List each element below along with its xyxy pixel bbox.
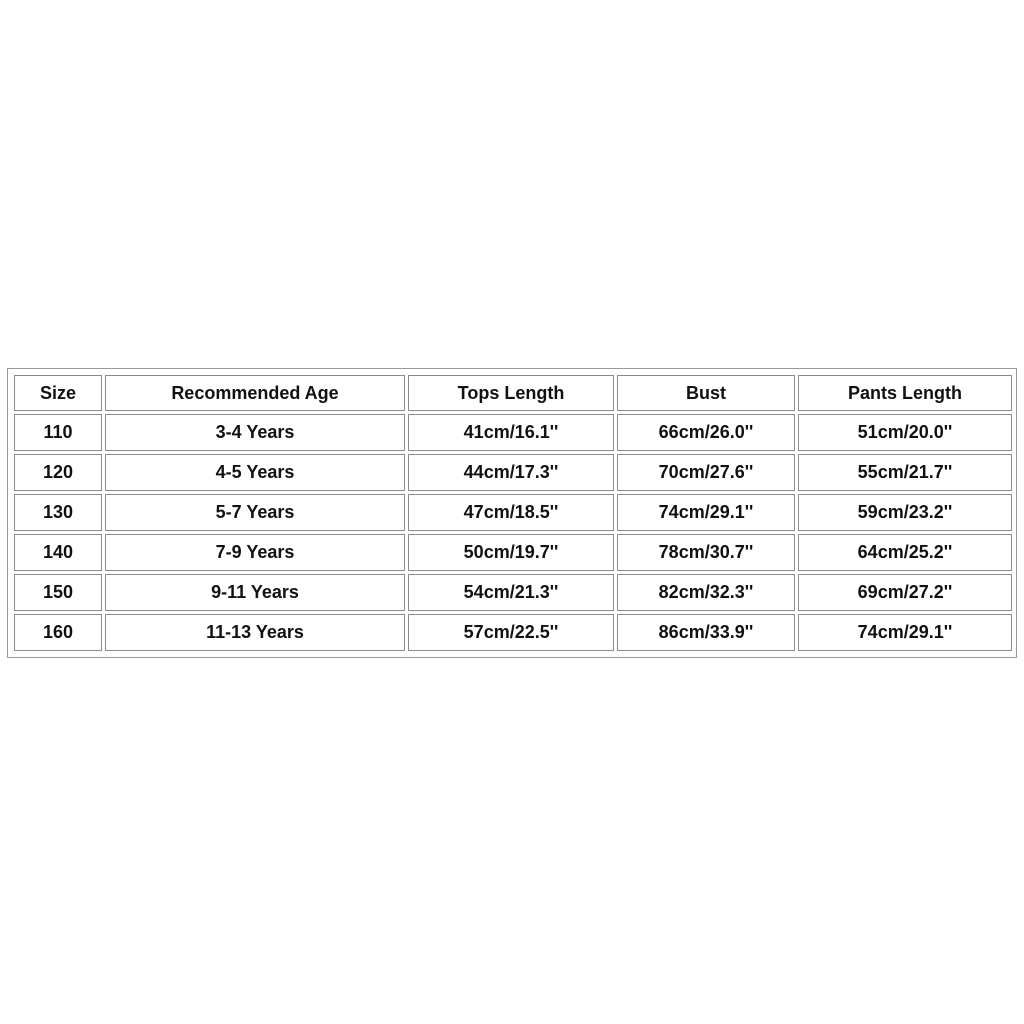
header-size: Size — [14, 375, 102, 411]
table-row — [14, 534, 1012, 571]
cell-bust: 66cm/26.0'' — [617, 414, 795, 451]
cell-bust: 82cm/32.3'' — [617, 574, 795, 611]
cell-pants-length: 64cm/25.2'' — [798, 534, 1012, 571]
cell-pants-length: 69cm/27.2'' — [798, 574, 1012, 611]
cell-size: 130 — [14, 494, 102, 531]
cell-tops-length: 57cm/22.5'' — [408, 614, 614, 651]
header-bust: Bust — [617, 375, 795, 411]
cell-recommended-age: 3-4 Years — [105, 414, 405, 451]
cell-size: 150 — [14, 574, 102, 611]
cell-bust: 70cm/27.6'' — [617, 454, 795, 491]
table-row — [14, 494, 1012, 531]
cell-tops-length: 54cm/21.3'' — [408, 574, 614, 611]
cell-pants-length: 74cm/29.1'' — [798, 614, 1012, 651]
cell-size: 120 — [14, 454, 102, 491]
cell-tops-length: 47cm/18.5'' — [408, 494, 614, 531]
table-row — [14, 454, 1012, 491]
cell-pants-length: 55cm/21.7'' — [798, 454, 1012, 491]
header-pants-length: Pants Length — [798, 375, 1012, 411]
table-row — [14, 614, 1012, 651]
cell-pants-length: 51cm/20.0'' — [798, 414, 1012, 451]
header-tops-length: Tops Length — [408, 375, 614, 411]
cell-recommended-age: 7-9 Years — [105, 534, 405, 571]
header-row — [14, 375, 1012, 411]
header-recommended-age: Recommended Age — [105, 375, 405, 411]
cell-tops-length: 44cm/17.3'' — [408, 454, 614, 491]
cell-bust: 78cm/30.7'' — [617, 534, 795, 571]
cell-tops-length: 41cm/16.1'' — [408, 414, 614, 451]
table-row — [14, 414, 1012, 451]
cell-size: 160 — [14, 614, 102, 651]
cell-bust: 86cm/33.9'' — [617, 614, 795, 651]
table-row — [14, 574, 1012, 611]
cell-size: 140 — [14, 534, 102, 571]
size-table — [11, 372, 1015, 654]
cell-recommended-age: 4-5 Years — [105, 454, 405, 491]
cell-recommended-age: 5-7 Years — [105, 494, 405, 531]
cell-recommended-age: 11-13 Years — [105, 614, 405, 651]
size-chart — [7, 368, 1017, 658]
cell-pants-length: 59cm/23.2'' — [798, 494, 1012, 531]
cell-tops-length: 50cm/19.7'' — [408, 534, 614, 571]
cell-recommended-age: 9-11 Years — [105, 574, 405, 611]
cell-size: 110 — [14, 414, 102, 451]
cell-bust: 74cm/29.1'' — [617, 494, 795, 531]
